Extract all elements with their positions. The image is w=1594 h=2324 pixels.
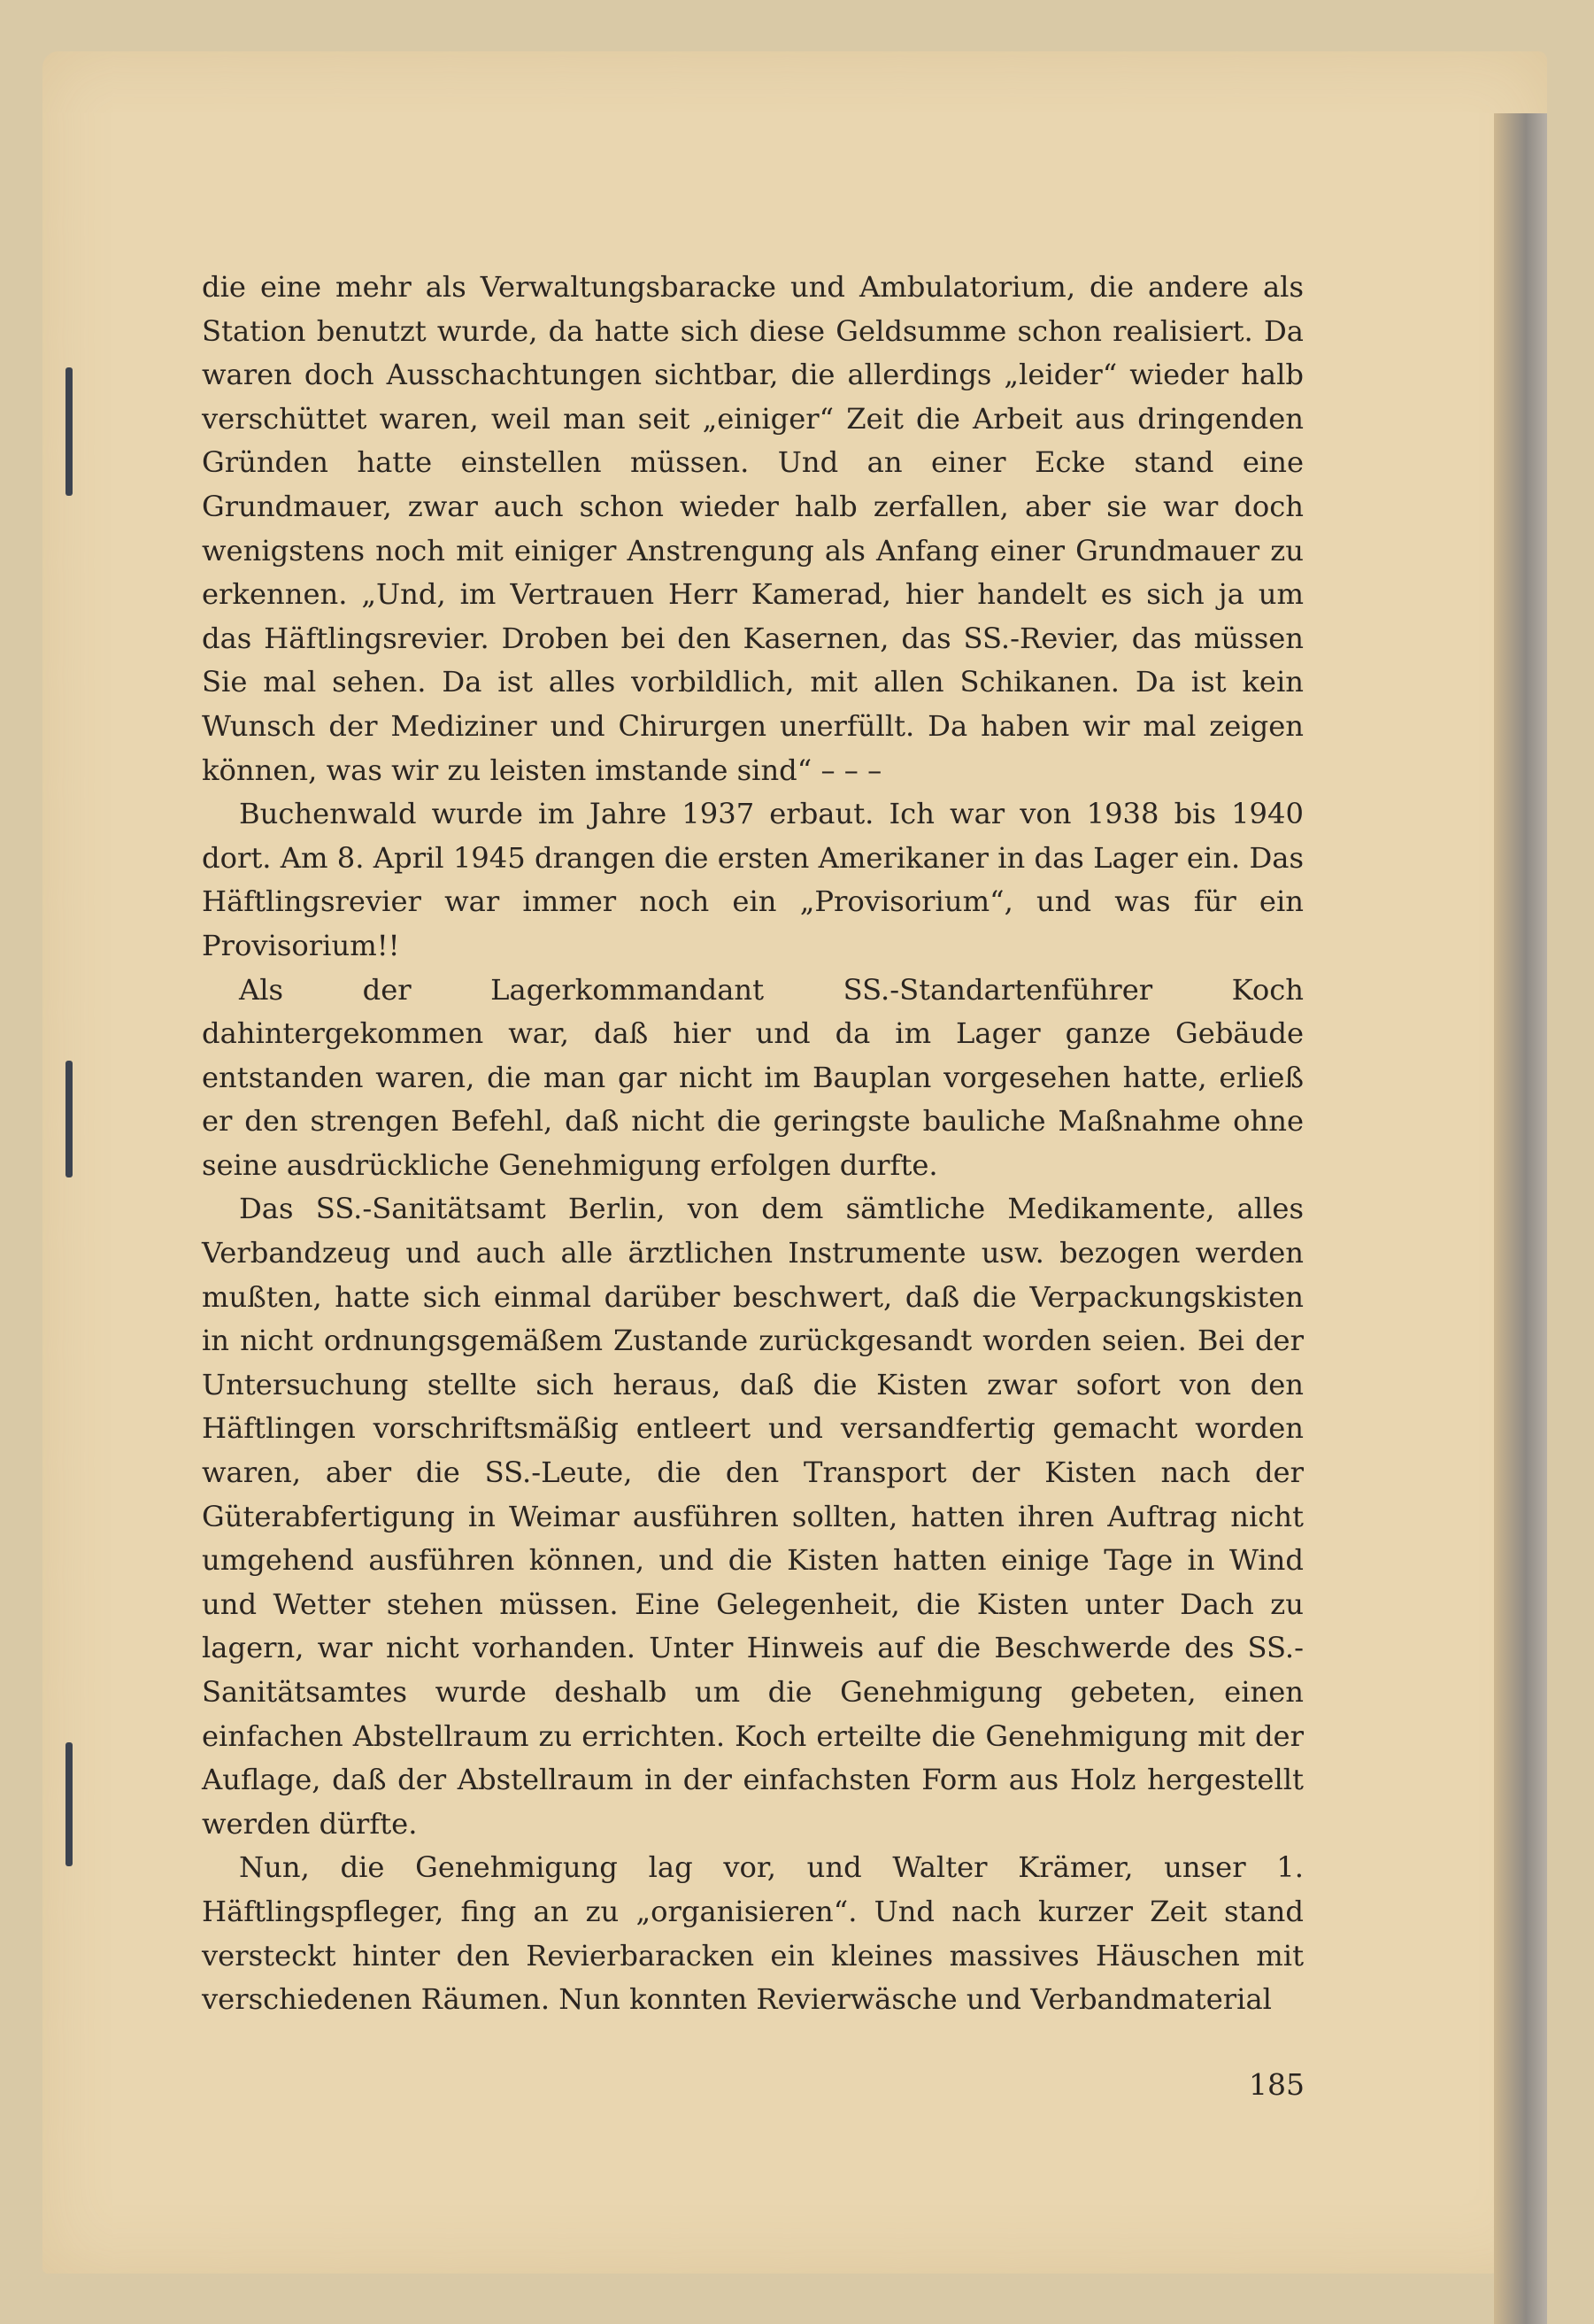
paragraph: Das SS.-Sanitätsamt Berlin, von dem sämtliche Medikamente, alles Verbandzeug und auch alle ärztlichen Instrumente usw. bezogen werden mußten, hatte sich einmal darüber beschwert, daß die Verpackungskisten in nicht ordnungsgemäßem Zustande zurückgesandt worden seien. Bei der Untersuchung stellte sich heraus, daß die Kisten zwar sofort von den Häftlingen vorschriftsmäßig entleert und versandfertig gemacht worden waren, aber die SS.-Leute, die den Transport der Kisten nach der Güterabfertigung in Weimar ausführen sollten, hatten ihren Auftrag nicht umgehend ausführen können, und die Kisten hatten einige Tage in Wind und Wetter stehen müssen. Eine Gelegenheit, die Kisten unter Dach zu lagern, war nicht vorhanden. Unter Hinweis auf die Beschwerde des SS.-Sanitätsamtes wurde deshalb um die Genehmigung gebeten, einen einfachen Abstellraum zu errichten. Koch erteilte die Genehmigung mit der Auflage, daß der Abstellraum in der einfachsten Form aus Holz hergestellt werden dürfte. [202, 1192, 1304, 1841]
paragraph: Buchenwald wurde im Jahre 1937 erbaut. Ich war von 1938 bis 1940 dort. Am 8. April 1945 drangen die ersten Amerikaner in das Lager ein. Das Häftlingsrevier war immer noch ein „Provisorium“, und was für ein Provisorium!! [202, 797, 1304, 962]
paragraph: Nun, die Genehmigung lag vor, und Walter Krämer, unser 1. Häftlingspfleger, fing an zu „organisieren“. Und nach kurzer Zeit stand versteckt hinter den Revierbaracken ein kleines massives Häuschen mit verschiedenen Räumen. Nun konnten Revierwäsche und Verbandmaterial [202, 1850, 1304, 2017]
binding-thread-mark [65, 1742, 73, 1866]
page-edge [1494, 113, 1547, 2324]
body-text [202, 266, 1304, 2022]
page-number: 185 [1249, 2067, 1305, 2102]
paragraph: die eine mehr als Verwaltungsbaracke und Ambulatorium, die andere als Station benutzt wurde, da hatte sich diese Geldsumme schon realisiert. Da waren doch Ausschachtungen sichtbar, die allerdings „leider“ wieder halb verschüttet waren, weil man seit „einiger“ Zeit die Arbeit aus dringenden Gründen hatte einstellen müssen. Und an einer Ecke stand eine Grundmauer, zwar auch schon wieder halb zerfallen, aber sie war doch wenigstens noch mit einiger Anstrengung als Anfang einer Grundmauer zu erkennen. „Und, im Vertrauen Herr Kamerad, hier handelt es sich ja um das Häftlingsrevier. Droben bei den Kasernen, das SS.-Revier, das müssen Sie mal sehen. Da ist alles vorbildlich, mit allen Schikanen. Da ist kein Wunsch der Mediziner und Chirurgen unerfüllt. Da haben wir mal zeigen können, was wir zu leisten imstande sind“ – – – [202, 270, 1304, 787]
binding-thread-mark [65, 1061, 73, 1177]
paragraph: Als der Lagerkommandant SS.-Standartenführer Koch dahintergekommen war, daß hier und da im Lager ganze Gebäude entstanden waren, die man gar nicht im Bauplan vorgesehen hatte, erließ er den strengen Befehl, daß nicht die geringste bauliche Maßnahme ohne seine ausdrückliche Genehmigung erfolgen durfte. [202, 972, 1304, 1182]
binding-thread-mark [65, 367, 73, 496]
